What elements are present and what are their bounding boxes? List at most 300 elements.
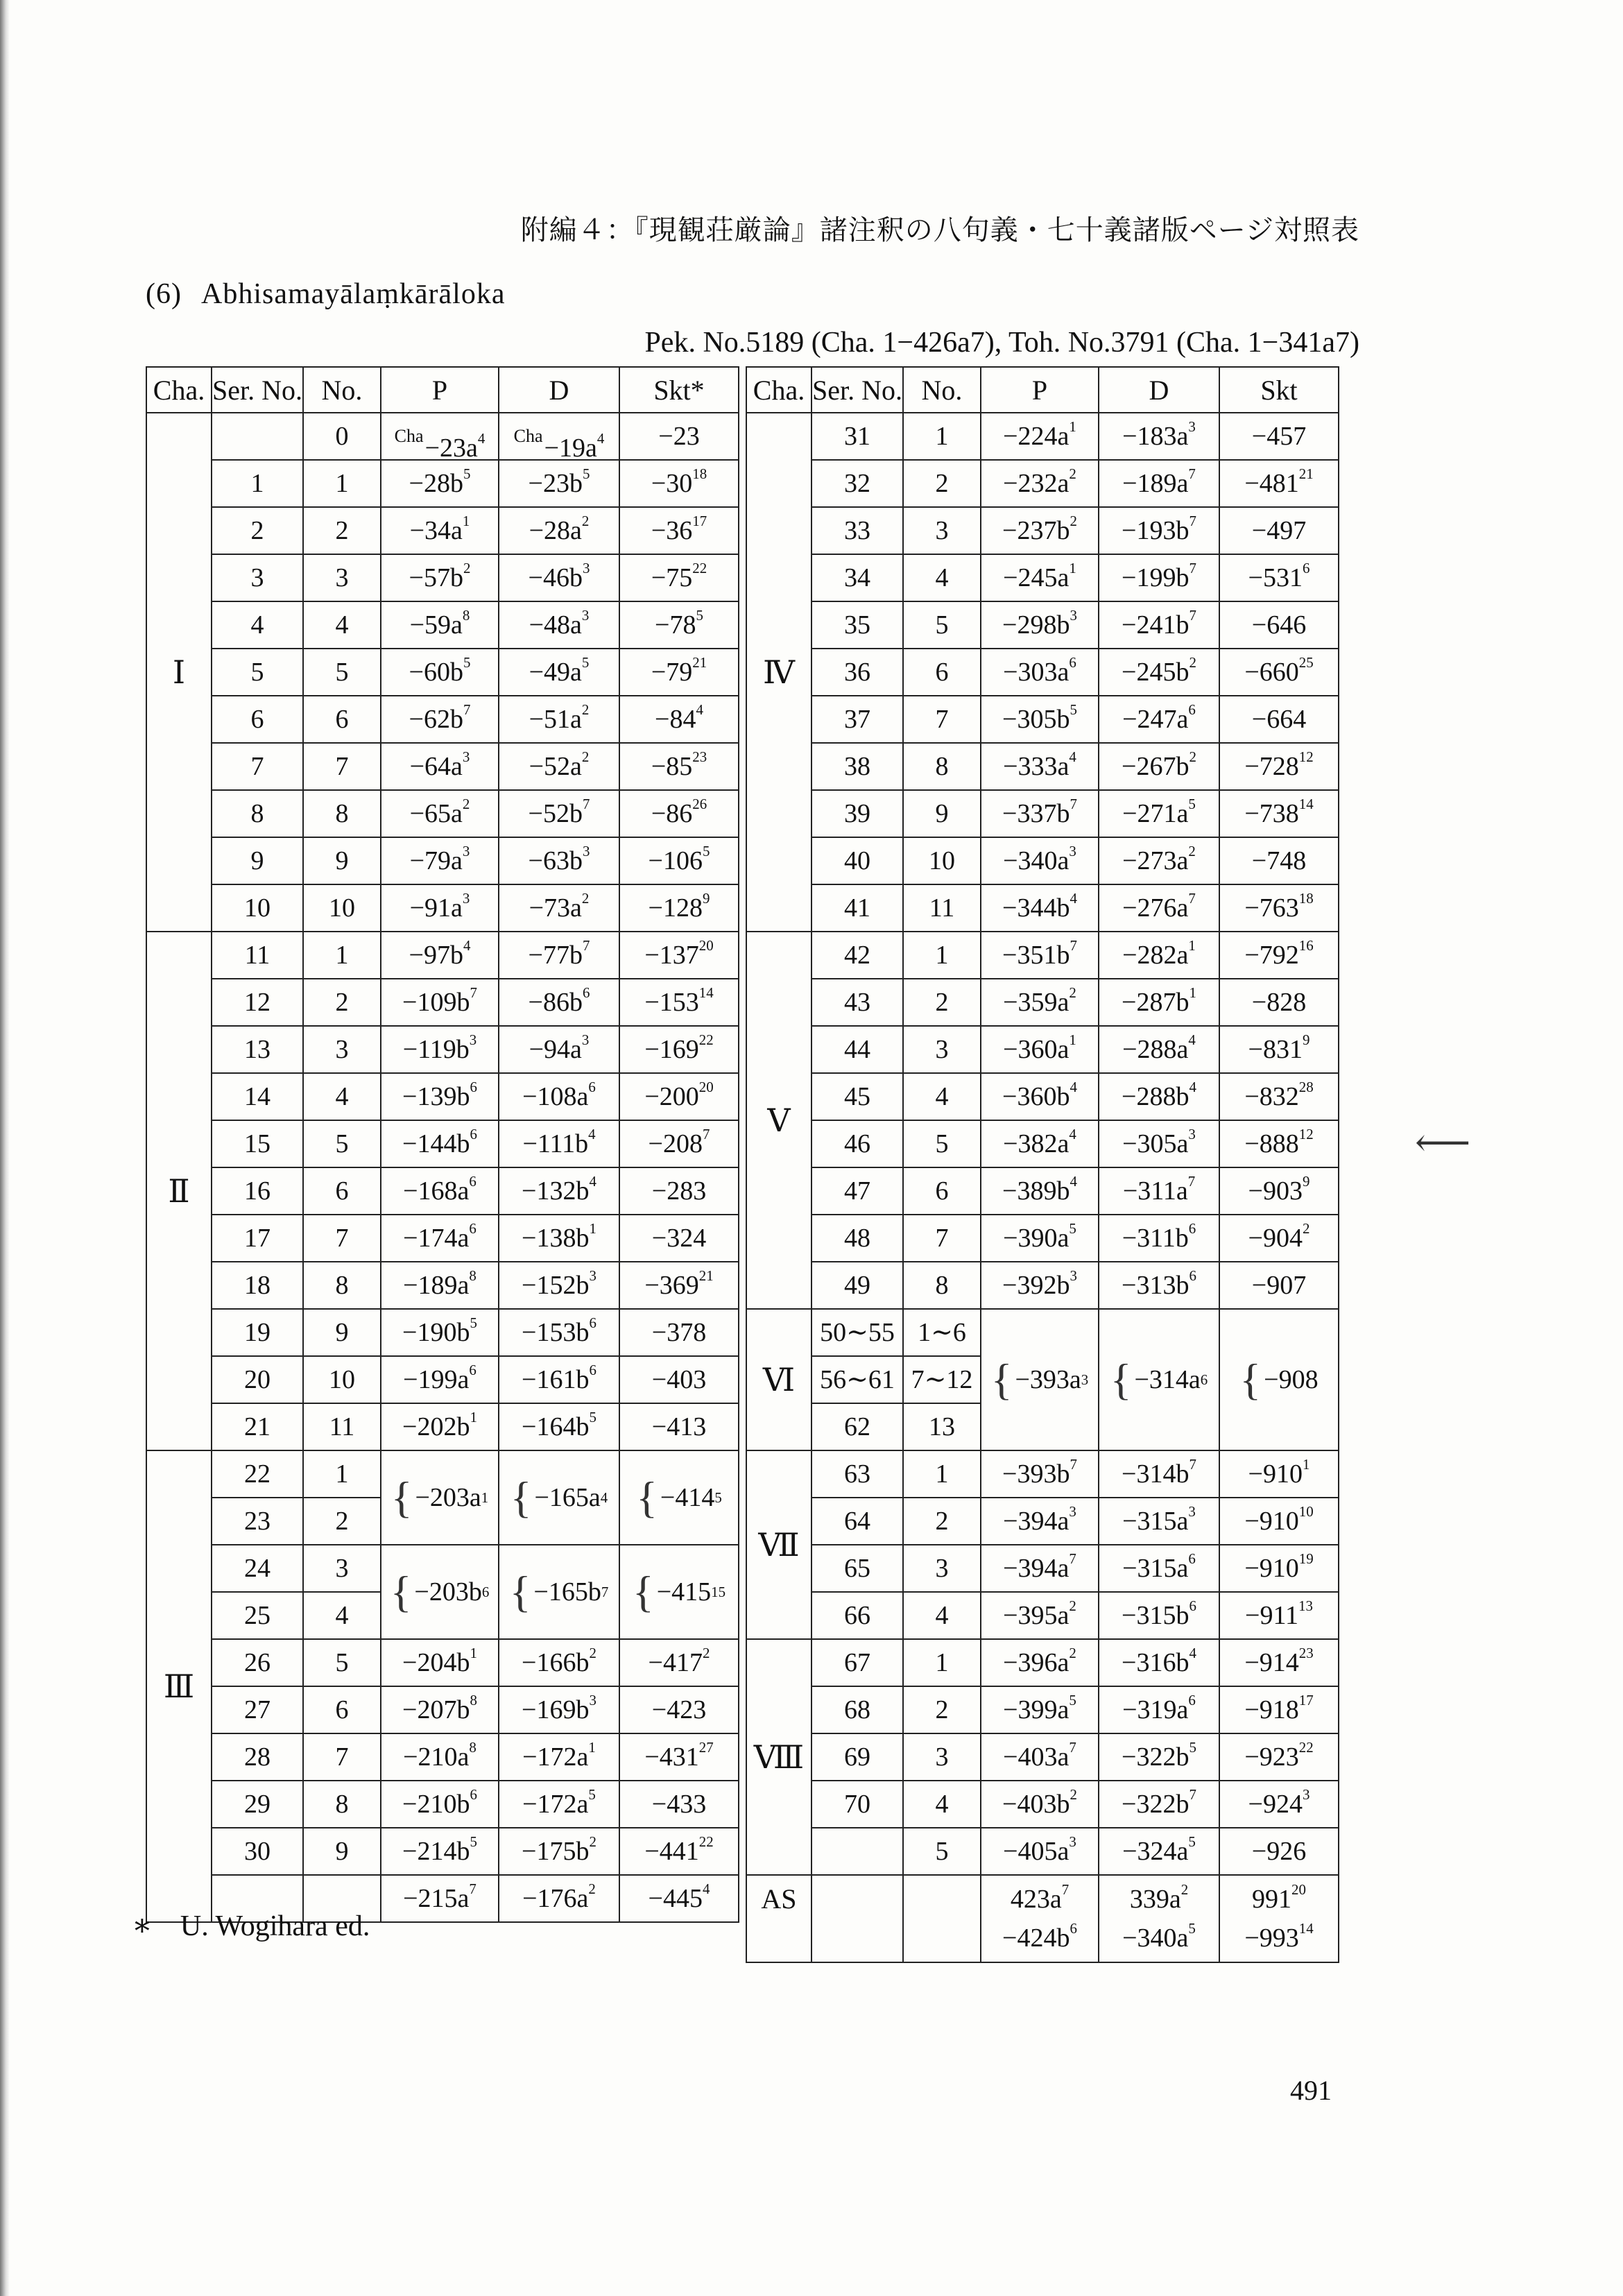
value-line: 6 xyxy=(1188,1550,1196,1568)
value-text: −907 xyxy=(1251,1271,1307,1300)
value-text: −910 xyxy=(1244,1507,1299,1536)
skt-cell xyxy=(619,413,739,460)
d-cell xyxy=(499,649,619,696)
p-cell xyxy=(381,884,499,932)
value-text: −78 xyxy=(655,610,696,640)
value-line: 3 xyxy=(1069,843,1076,860)
brace-icon: { xyxy=(390,1473,413,1522)
table-row xyxy=(746,790,1339,837)
no-cell: 3 xyxy=(303,1026,381,1073)
value-text: −34a xyxy=(409,516,463,545)
skt-cell xyxy=(619,601,739,649)
value-text: −423 xyxy=(651,1695,707,1724)
value-line: 22 xyxy=(698,1031,714,1049)
value-text: −392b xyxy=(1002,1271,1070,1300)
table-row xyxy=(146,1026,739,1073)
ser-no-cell: 1 xyxy=(212,460,303,507)
value-line: 7 xyxy=(1188,890,1196,907)
ser-no-cell: 45 xyxy=(812,1073,903,1120)
value-text: −137 xyxy=(644,941,699,970)
ser-no-cell: 21 xyxy=(212,1403,303,1450)
table-row xyxy=(746,554,1339,601)
value-line: 2 xyxy=(589,1645,596,1662)
value-line: 5 xyxy=(470,1314,477,1332)
ser-no-cell: 65 xyxy=(812,1545,903,1592)
p-cell xyxy=(381,790,499,837)
ser-no-cell: 17 xyxy=(212,1215,303,1262)
value-line: 23 xyxy=(692,748,707,766)
no-cell: 4 xyxy=(303,601,381,649)
p-cell xyxy=(381,601,499,649)
value-text: −86b xyxy=(528,988,583,1017)
value-text: −322b xyxy=(1122,1742,1190,1772)
value-text: −405a xyxy=(1003,1837,1070,1866)
ser-no-cell: 16 xyxy=(212,1167,303,1215)
p-cell xyxy=(381,1686,499,1733)
table-row xyxy=(146,1073,739,1120)
value-text: −403b xyxy=(1002,1790,1070,1819)
value-text: −51a xyxy=(529,705,582,734)
ser-no-cell: 28 xyxy=(212,1733,303,1781)
value-text: −926 xyxy=(1251,1837,1307,1866)
value-line: 3 xyxy=(589,1692,596,1709)
ser-no-cell: 10 xyxy=(212,884,303,932)
skt-cell xyxy=(619,1215,739,1262)
skt-cell xyxy=(1219,601,1339,649)
grouped-k-cell xyxy=(1219,1309,1339,1450)
value-line: 5 xyxy=(1069,1220,1076,1237)
no-cell: 4 xyxy=(303,1592,381,1639)
value-text: −232a xyxy=(1003,469,1070,498)
skt-cell xyxy=(1219,1733,1339,1781)
table-row xyxy=(746,837,1339,884)
value-text: −199b xyxy=(1122,563,1190,592)
value-line: 5 xyxy=(702,843,710,860)
table-row xyxy=(746,1781,1339,1828)
value-text: −84 xyxy=(655,705,696,734)
value-line: 4 xyxy=(1070,1079,1077,1096)
value-line: 1 xyxy=(470,1645,477,1662)
d-cell xyxy=(499,1875,619,1922)
no-cell: 5 xyxy=(303,1639,381,1686)
d-cell xyxy=(499,932,619,979)
value-text: −382a xyxy=(1003,1129,1070,1158)
col-header-p: P xyxy=(981,367,1099,413)
table-row xyxy=(746,1498,1339,1545)
value-line: 5 xyxy=(582,465,590,483)
no-cell: 1 xyxy=(903,1450,981,1498)
ser-no-cell: 49 xyxy=(812,1262,903,1309)
skt-cell xyxy=(619,696,739,743)
no-cell: 4 xyxy=(903,1781,981,1828)
skt-cell xyxy=(1219,1781,1339,1828)
value-line: 6 xyxy=(588,1079,596,1096)
skt-cell xyxy=(619,554,739,601)
d-cell xyxy=(499,554,619,601)
skt-cell xyxy=(619,1120,739,1167)
value-line: 1 xyxy=(1188,937,1196,954)
value-text: −19a xyxy=(544,433,597,463)
ser-no-cell: 6 xyxy=(212,696,303,743)
skt-cell xyxy=(619,507,739,554)
skt-cell xyxy=(619,884,739,932)
value-text: −193b xyxy=(1122,516,1190,545)
table-row xyxy=(746,601,1339,649)
skt-cell xyxy=(1219,979,1339,1026)
table-row xyxy=(746,1733,1339,1781)
p-cell xyxy=(381,1403,499,1450)
value-text: −351b xyxy=(1002,941,1070,970)
d-cell xyxy=(1099,649,1219,696)
p-cell xyxy=(981,1545,1099,1592)
value-line: 6 xyxy=(1188,701,1196,719)
skt-cell xyxy=(619,1262,739,1309)
skt-cell xyxy=(619,837,739,884)
no-cell: 1 xyxy=(903,1639,981,1686)
value-line: 3 xyxy=(582,560,590,577)
skt-cell xyxy=(1219,1686,1339,1733)
no-cell xyxy=(903,1875,981,1962)
ser-no-cell: 42 xyxy=(812,932,903,979)
value-text: −282a xyxy=(1122,941,1189,970)
value-line: 20 xyxy=(698,1079,714,1096)
ser-no-cell: 32 xyxy=(812,460,903,507)
grouped-d-cell: { − 165b 7 xyxy=(499,1545,619,1639)
p-cell xyxy=(381,1356,499,1403)
ser-no-cell: 25 xyxy=(212,1592,303,1639)
value-text: −245a xyxy=(1003,563,1070,592)
value-text: −119b xyxy=(402,1035,470,1064)
value-text: −267b xyxy=(1122,752,1190,781)
d-cell xyxy=(499,1120,619,1167)
no-cell: 2 xyxy=(303,507,381,554)
value-line: 7 xyxy=(1189,513,1196,530)
value-line: 21 xyxy=(1298,465,1314,483)
no-cell: 11 xyxy=(303,1403,381,1450)
value-line: 6 xyxy=(469,1362,476,1379)
section-number: (6) xyxy=(146,278,182,310)
d-cell xyxy=(499,837,619,884)
value-text: −337b xyxy=(1002,799,1070,828)
value-text: −315b xyxy=(1122,1601,1190,1630)
table-row xyxy=(746,884,1339,932)
skt-cell xyxy=(619,1875,739,1922)
d-cell xyxy=(499,1073,619,1120)
p-cell: $423a^7$ $-424b^6$ xyxy=(981,1875,1099,1962)
d-cell xyxy=(499,790,619,837)
chapter-cell: Ⅳ xyxy=(746,413,812,932)
skt-cell xyxy=(1219,1026,1339,1073)
no-cell: 5 xyxy=(903,1828,981,1875)
col-header-cha: Cha. xyxy=(146,367,212,413)
value-text: −394a xyxy=(1003,1507,1070,1536)
ser-no-cell: 44 xyxy=(812,1026,903,1073)
skt-cell xyxy=(619,932,739,979)
value-line: 5 xyxy=(1189,1739,1196,1756)
value-line: 6 xyxy=(469,1220,476,1237)
value-text: −48a xyxy=(529,610,582,640)
value-text: 165a xyxy=(549,1483,601,1512)
value-text: −60b xyxy=(409,658,463,687)
value-line: 1 xyxy=(1302,1456,1310,1473)
table-row xyxy=(146,743,739,790)
col-header-d: D xyxy=(499,367,619,413)
page-edge-shadow xyxy=(0,0,10,2296)
no-cell: 2 xyxy=(903,460,981,507)
p-cell xyxy=(981,1026,1099,1073)
ser-no-cell: 47 xyxy=(812,1167,903,1215)
no-cell: 1 xyxy=(303,460,381,507)
value-line: 2 xyxy=(1188,843,1196,860)
table-row xyxy=(146,1215,739,1262)
value-text: −390a xyxy=(1003,1224,1070,1253)
value-text: −94a xyxy=(529,1035,582,1064)
ser-no-cell: 23 xyxy=(212,1498,303,1545)
p-cell xyxy=(381,1026,499,1073)
p-cell xyxy=(981,1592,1099,1639)
value-line: 6 xyxy=(589,1362,596,1379)
value-line: 7 xyxy=(702,1126,710,1143)
value-text: −79 xyxy=(651,658,693,687)
value-line: 2 xyxy=(1069,984,1076,1002)
grouped-p-cell: { − 203a 1 xyxy=(381,1450,499,1545)
no-cell: 13 xyxy=(903,1403,981,1450)
table-row xyxy=(746,743,1339,790)
value-text: −109b xyxy=(402,988,470,1017)
value-line: 3 xyxy=(1188,1503,1196,1520)
ser-no-cell: 40 xyxy=(812,837,903,884)
d-cell xyxy=(1099,1450,1219,1498)
ser-no-cell: 70 xyxy=(812,1781,903,1828)
value-text: −111b xyxy=(522,1129,589,1158)
d-cell xyxy=(499,1026,619,1073)
right-table-body xyxy=(746,413,1339,1962)
no-cell: 7 xyxy=(903,1215,981,1262)
value-text: −174a xyxy=(403,1224,470,1253)
running-header: 附編４：『現観荘厳論』諸注釈の八句義・七十義諸版ページ対照表 xyxy=(520,214,1359,246)
ser-no-cell: 13 xyxy=(212,1026,303,1073)
no-cell: 1 xyxy=(303,1450,381,1498)
value-line: 4 xyxy=(596,430,605,447)
value-text: −445 xyxy=(648,1884,703,1913)
value-line: 7 xyxy=(1070,796,1077,813)
skt-cell xyxy=(619,1026,739,1073)
value-line: 2 xyxy=(462,796,470,813)
skt-cell xyxy=(619,1639,739,1686)
value-line: 7 xyxy=(1189,560,1196,577)
no-cell: 2 xyxy=(303,979,381,1026)
value-line: 8 xyxy=(462,607,470,624)
p-cell xyxy=(381,1875,499,1922)
value-line: 5 xyxy=(581,654,590,671)
no-cell: 4 xyxy=(903,1073,981,1120)
page-number: 491 xyxy=(1290,2075,1332,2106)
skt-cell xyxy=(619,1167,739,1215)
table-row xyxy=(746,1828,1339,1875)
d-cell xyxy=(1099,1167,1219,1215)
skt-cell xyxy=(1219,1828,1339,1875)
value-text: −175b xyxy=(522,1837,590,1866)
d-cell xyxy=(499,1781,619,1828)
no-cell: 2 xyxy=(903,1498,981,1545)
ser-no-cell: 63 xyxy=(812,1450,903,1498)
d-cell xyxy=(1099,460,1219,507)
value-line: 14 xyxy=(1298,796,1314,813)
p-cell xyxy=(981,884,1099,932)
table-row xyxy=(146,696,739,743)
ser-no-cell: 20 xyxy=(212,1356,303,1403)
value-text: −316b xyxy=(1122,1648,1190,1677)
value-line: 23 xyxy=(1298,1645,1314,1662)
d-cell xyxy=(1099,1781,1219,1828)
table-row xyxy=(746,1262,1339,1309)
no-cell: 1 xyxy=(903,932,981,979)
value-text: −315a xyxy=(1122,1507,1189,1536)
d-cell xyxy=(1099,1073,1219,1120)
value-text: −399a xyxy=(1003,1695,1070,1724)
value-line: 7 xyxy=(463,701,471,719)
value-text: −660 xyxy=(1244,658,1299,687)
value-line: 7 xyxy=(1070,937,1077,954)
p-cell xyxy=(381,979,499,1026)
d-cell xyxy=(499,1356,619,1403)
value-text: −161b xyxy=(522,1365,590,1394)
value-line: 9 xyxy=(1302,1173,1310,1190)
skt-cell xyxy=(619,1686,739,1733)
value-line: 6 xyxy=(469,1173,476,1190)
skt-cell xyxy=(1219,1450,1339,1498)
value-text: −271a xyxy=(1122,799,1189,828)
p-cell xyxy=(981,743,1099,790)
value-text: −664 xyxy=(1251,705,1307,734)
value-text: −298b xyxy=(1002,610,1070,640)
table-row xyxy=(746,1592,1339,1639)
ser-no-cell: 2 xyxy=(212,507,303,554)
value-line: 6 xyxy=(1188,1692,1196,1709)
ser-no-cell: 48 xyxy=(812,1215,903,1262)
table-row xyxy=(146,1167,739,1215)
value-line: 21 xyxy=(698,1267,714,1285)
table-row xyxy=(146,979,739,1026)
value-line: 1 xyxy=(1189,984,1196,1002)
ser-no-cell: 24 xyxy=(212,1545,303,1592)
p-cell xyxy=(981,554,1099,601)
no-cell: 11 xyxy=(903,884,981,932)
value-line: 12 xyxy=(1298,748,1314,766)
value-text: −315a xyxy=(1122,1554,1189,1583)
value-line: 28 xyxy=(1298,1079,1314,1096)
d-cell xyxy=(1099,979,1219,1026)
value-text: −273a xyxy=(1122,846,1189,875)
value-line: 2 xyxy=(1069,465,1076,483)
skt-cell xyxy=(1219,1498,1339,1545)
value-line: 6 xyxy=(1189,1267,1196,1285)
d-cell xyxy=(1099,837,1219,884)
value-text: −190b xyxy=(402,1318,470,1347)
value-text: −276a xyxy=(1122,893,1189,923)
value-text: −792 xyxy=(1244,941,1299,970)
value-line: 12 xyxy=(1298,1126,1314,1143)
value-text: −202b xyxy=(402,1412,470,1441)
value-text: −49a xyxy=(529,658,582,687)
col-header-skt: Skt xyxy=(1219,367,1339,413)
no-cell: 7 xyxy=(303,743,381,790)
no-cell: 3 xyxy=(303,554,381,601)
value-text: −646 xyxy=(1251,610,1307,640)
value-line: 16 xyxy=(1298,937,1314,954)
footnote-marker: ∗ xyxy=(132,1908,153,1942)
ser-no-cell: 31 xyxy=(812,413,903,460)
table-row xyxy=(146,1733,739,1781)
footnote xyxy=(132,1908,370,1943)
value-text: −481 xyxy=(1244,469,1299,498)
value-text: −176a xyxy=(522,1884,589,1913)
value-line: 3 xyxy=(1070,607,1077,624)
table-row xyxy=(746,1073,1339,1120)
no-cell: 10 xyxy=(303,1356,381,1403)
ser-no-cell: 12 xyxy=(212,979,303,1026)
brace-icon: { xyxy=(509,1567,531,1616)
table-header-row xyxy=(146,367,739,413)
ser-no-cell: 18 xyxy=(212,1262,303,1309)
value-line: 2 xyxy=(1070,513,1077,530)
value-text: −728 xyxy=(1244,752,1299,781)
p-cell xyxy=(381,743,499,790)
value-line: 3 xyxy=(1069,1833,1076,1851)
table-row xyxy=(746,696,1339,743)
p-cell xyxy=(981,1498,1099,1545)
value-line: 5 xyxy=(696,607,703,624)
no-cell: 6 xyxy=(303,1686,381,1733)
section-name: Abhisamayālaṃkārāloka xyxy=(200,278,506,310)
no-cell: 1 xyxy=(903,413,981,460)
ser-no-cell xyxy=(212,413,303,460)
p-cell xyxy=(981,1733,1099,1781)
value-text: −340a xyxy=(1003,846,1070,875)
p-cell xyxy=(981,601,1099,649)
table-row xyxy=(746,1215,1339,1262)
ser-no-cell: 22 xyxy=(212,1450,303,1498)
table-row xyxy=(746,1167,1339,1215)
value-text: −224a xyxy=(1003,422,1070,451)
p-cell xyxy=(981,932,1099,979)
d-cell xyxy=(1099,743,1219,790)
no-cell: 7∼12 xyxy=(903,1356,981,1403)
value-text: −79a xyxy=(409,846,463,875)
value-line: 3 xyxy=(1070,1267,1077,1285)
value-text: −319a xyxy=(1122,1695,1189,1724)
value-text: −241b xyxy=(1122,610,1190,640)
table-row xyxy=(146,1403,739,1450)
p-cell xyxy=(381,649,499,696)
col-header-d: D xyxy=(1099,367,1219,413)
d-cell xyxy=(1099,1545,1219,1592)
d-cell xyxy=(1099,1686,1219,1733)
col-header-p: P xyxy=(381,367,499,413)
value-text: −413 xyxy=(651,1412,707,1441)
value-line: 2 xyxy=(1302,1220,1310,1237)
no-cell: 9 xyxy=(303,837,381,884)
value-text: −910 xyxy=(1244,1554,1299,1583)
value-text: −91a xyxy=(409,893,463,923)
value-text: −77b xyxy=(528,941,583,970)
no-cell: 8 xyxy=(903,743,981,790)
value-line: 1 xyxy=(470,1409,477,1426)
p-cell xyxy=(981,649,1099,696)
value-text: −166b xyxy=(522,1648,590,1677)
value-text: −433 xyxy=(651,1790,707,1819)
value-line: 5 xyxy=(1070,701,1077,719)
